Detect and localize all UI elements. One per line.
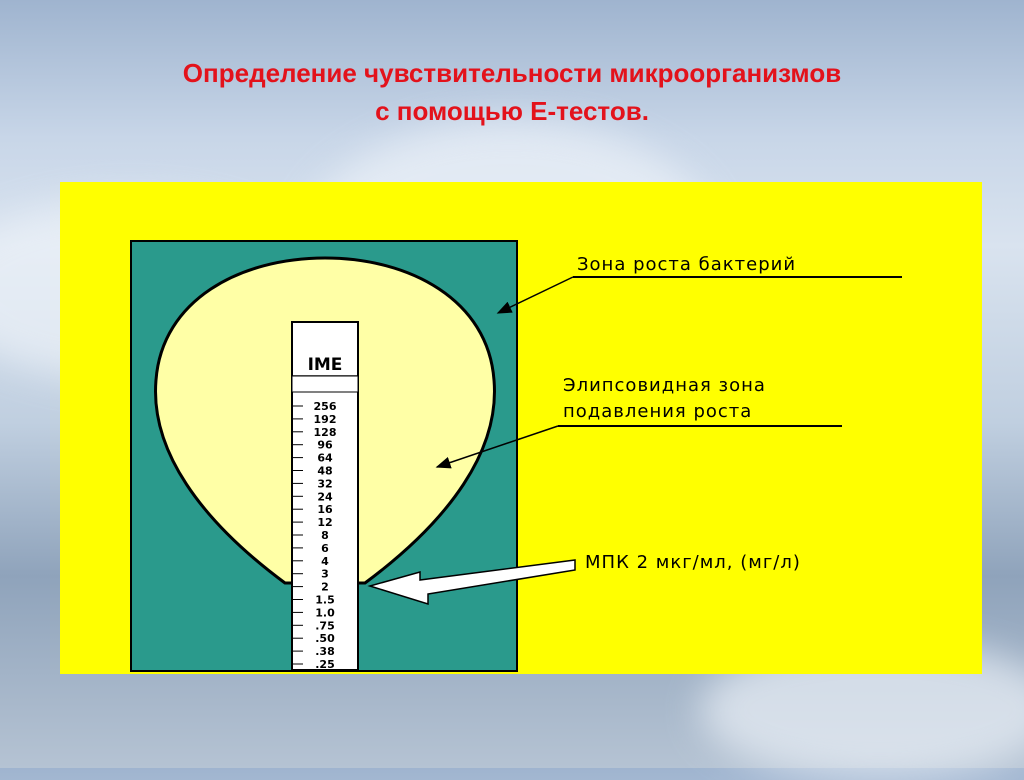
scale-value: 3 [321,567,329,581]
mic-label: МПК 2 мкг/мл, (мг/л) [585,552,801,573]
scale-value: 12 [317,516,333,530]
scale-value: 16 [317,503,333,517]
scale-value: .25 [315,658,335,671]
scale-value: 32 [317,477,333,491]
scale-value: .38 [315,645,335,659]
scale-value: 128 [313,425,337,439]
scale-value: 48 [317,464,333,478]
inhibition-zone-label-1: Элипсовидная зона [563,375,766,396]
scale-value: .75 [315,619,335,633]
scale-value: 1.0 [315,606,335,620]
scale-value: 1.5 [315,593,335,607]
growth-zone-label: Зона роста бактерий [577,254,797,275]
title-line-1: Определение чувствительности микроорганизмов [182,58,842,88]
strip-header: IME [307,355,343,375]
scale-value: 192 [313,412,337,426]
scale-value: 64 [317,451,333,465]
scale-value: 96 [317,438,333,452]
strip-band [292,376,358,392]
scale-value: 8 [321,529,329,542]
inhibition-zone-label-2: подавления роста [563,401,753,422]
title-line-2: с помощью Е-тестов. [375,96,649,126]
scale-value: .50 [315,632,335,646]
scale-value: 2 [321,580,329,594]
scale-value: 4 [321,554,329,568]
scale-value: 256 [313,400,337,413]
scale-value: 6 [321,541,329,555]
scale-value: 24 [317,490,333,504]
